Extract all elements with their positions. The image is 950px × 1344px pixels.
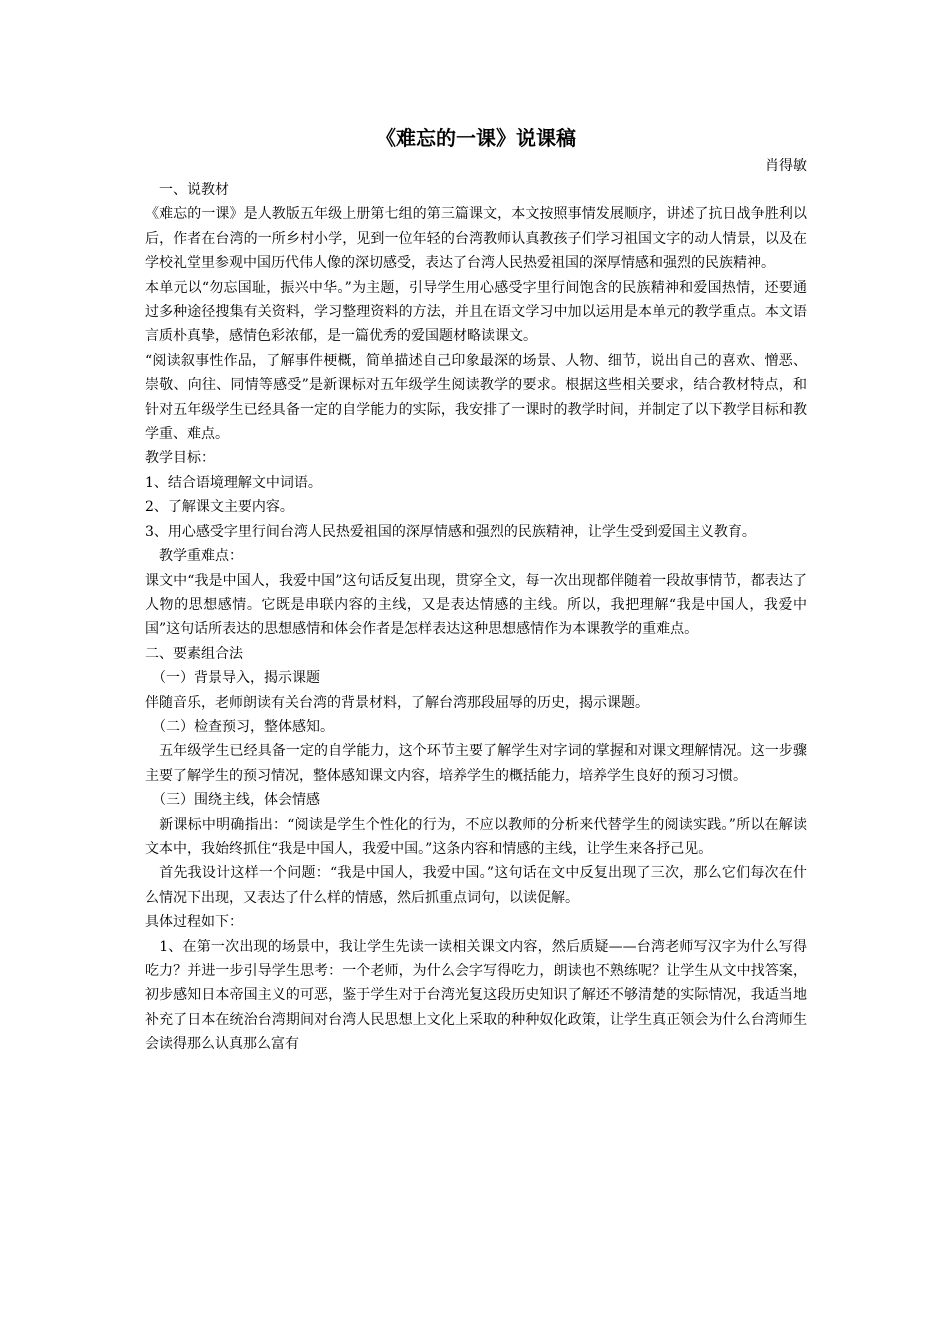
subheading-step-3: （三）围绕主线，体会情感 bbox=[145, 792, 320, 809]
paragraph: 课文中“我是中国人，我爱中国”这句话反复出现，贯穿全文，每一次出现都伴随着一段故事情节，都表达了人物的思想感情。它既是串联内容的主线，又是表达情感的主线。所以，我把理解“我是中国人，我爱中国”这句话所表达的思想感情和体会作者是怎样表达这种思想感情作为本课教学的重难点。 bbox=[145, 572, 807, 638]
subheading-step-1: （一）背景导入，揭示课题 bbox=[145, 670, 320, 687]
document-author: 肖得敏 bbox=[765, 158, 807, 174]
section-heading-teaching-material: 一、说教材 bbox=[145, 182, 229, 198]
paragraph: 伴随音乐，老师朗读有关台湾的背景材料，了解台湾那段屈辱的历史，揭示课题。 bbox=[145, 694, 649, 711]
list-item: 1、结合语境理解文中词语。 bbox=[145, 474, 322, 491]
document-title: 《难忘的一课》说课稿 bbox=[376, 126, 576, 150]
paragraph: 《难忘的一课》是人教版五年级上册第七组的第三篇课文，本文按照事情发展顺序，讲述了抗日战争胜利以后，作者在台湾的一所乡村小学，见到一位年轻的台湾教师认真教孩子们学习祖国文字的动人情景，以及在学校礼堂里参观中国历代伟人像的深切感受，表达了台湾人民热爱祖国的深厚情感和强烈的民族精神。 bbox=[145, 206, 807, 272]
paragraph: 五年级学生已经具备一定的自学能力，这个环节主要了解学生对字词的掌握和对课文理解情况。这一步骤主要了解学生的预习情况，整体感知课文内容，培养学生的概括能力，培养学生良好的预习习惯。 bbox=[145, 743, 807, 784]
paragraph: 首先我设计这样一个问题：“我是中国人，我爱中国。”这句话在文中反复出现了三次，那么它们每次在什么情况下出现，又表达了什么样的情感，然后抓重点词句，以读促解。 bbox=[145, 865, 807, 906]
list-item: 2、了解课文主要内容。 bbox=[145, 499, 294, 516]
paragraph: “阅读叙事性作品，了解事件梗概，简单描述自己印象最深的场景、人物、细节，说出自己的喜欢、憎恶、崇敬、向往、同情等感受”是新课标对五年级学生阅读教学的要求。根据这些相关要求，结合教材特点，和针对五年级学生已经具备一定的自学能力的实际，我安排了一课时的教学时间，并制定了以下教学目标和教学重、难点。 bbox=[145, 352, 807, 443]
list-item: 3、用心感受字里行间台湾人民热爱祖国的深厚情感和强烈的民族精神，让学生受到爱国主义教育。 bbox=[145, 523, 756, 540]
subheading-teaching-goals: 教学目标： bbox=[145, 450, 215, 467]
paragraph: 本单元以“勿忘国耻，振兴中华。”为主题，引导学生用心感受字里行间饱含的民族精神和爱国热情，还要通过多种途径搜集有关资料，学习整理资料的方法，并且在语文学习中加以运用是本单元的教学重点。本文语言质朴真挚，感情色彩浓郁，是一篇优秀的爱国题材略读课文。 bbox=[145, 279, 807, 345]
subheading-key-difficulties: 教学重难点： bbox=[145, 548, 243, 565]
section-heading-method: 二、要素组合法 bbox=[145, 645, 243, 662]
paragraph: 新课标中明确指出：“阅读是学生个性化的行为，不应以教师的分析来代替学生的阅读实践。”所以在解读文本中，我始终抓住“我是中国人，我爱中国。”这条内容和情感的主线，让学生来各抒己见。 bbox=[145, 816, 807, 857]
document-body bbox=[145, 122, 807, 1057]
paragraph: 具体过程如下： bbox=[145, 914, 243, 931]
paragraph: 1、在第一次出现的场景中，我让学生先读一读相关课文内容，然后质疑——台湾老师写汉字为什么写得吃力？并进一步引导学生思考：一个老师，为什么会字写得吃力，朗读也不熟练呢？让学生从文中找答案，初步感知日本帝国主义的可恶，鉴于学生对于台湾光复这段历史知识了解还不够清楚的实际情况，我适当地补充了日本在统治台湾期间对台湾人民思想上文化上采取的种种奴化政策，让学生真正领会为什么台湾师生会读得那么认真那么富有 bbox=[145, 938, 807, 1053]
subheading-step-2: （二）检查预习，整体感知。 bbox=[145, 718, 334, 735]
